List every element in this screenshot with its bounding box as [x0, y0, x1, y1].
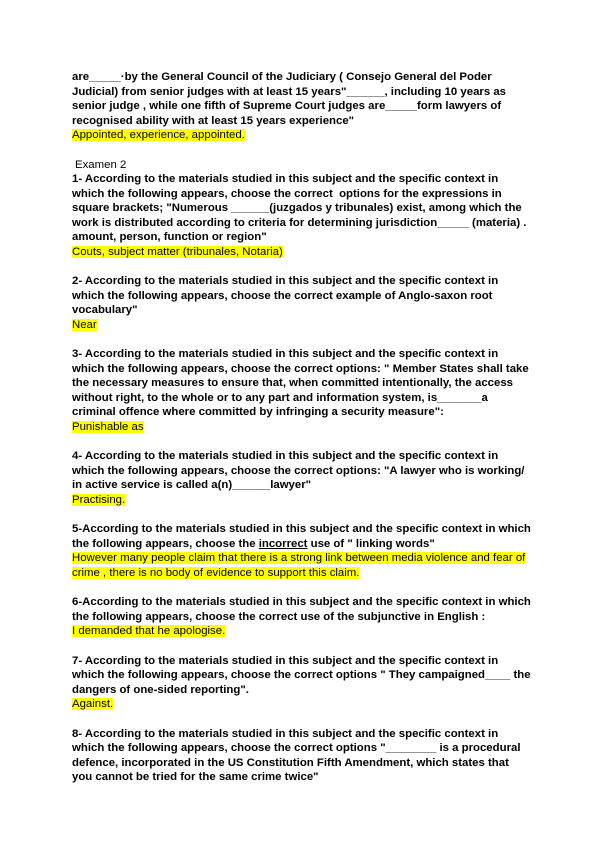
- answer-2: Near: [72, 318, 97, 331]
- question-6: 6-According to the materials studied in this subject and the specific context in which the following appears, choose the correct use of the subjunctive in English :: [72, 596, 535, 623]
- question-5: [72, 522, 535, 551]
- answer-6: I demanded that he apologise.: [72, 625, 226, 637]
- answer-1: Couts, subject matter (tribunales, Notaria): [72, 245, 283, 258]
- exam-heading: Examen 2: [75, 158, 127, 171]
- question-8: 8- According to the materials studied in this subject and the specific context in which the following appears, choose the correct options "________ is a procedural defence, incorporated in the US Constitution Fifth Amendment, which states that you cannot be tried for the same crime twice": [72, 727, 524, 783]
- question-5-text-after: use of " linking words": [307, 537, 435, 550]
- intro-answer: Appointed, experience, appointed.: [72, 129, 245, 141]
- question-5-underlined-word: incorrect: [258, 537, 308, 550]
- question-3: 3- According to the materials studied in this subject and the specific context in which the following appears, choose the correct options: " Member States shall take the necessary measures to ensure that, when committed intentionally, the access without right, to the whole or to any part and information system, is_______a criminal offence where committed by infringing a security measure":: [72, 348, 532, 418]
- answer-7: Against.: [72, 698, 114, 710]
- intro-question: are_____·by the General Council of the Judiciary ( Consejo General del Poder Judicial) from senior judges with at least 15 years"______, including 10 years as senior judge , while one fifth of Supreme Court judges are_____form lawyers of recognised ability with at least 15 years experience": [72, 71, 510, 127]
- question-2: 2- According to the materials studied in this subject and the specific context in which the following appears, choose the correct example of Anglo-saxon root vocabulary": [72, 275, 502, 316]
- question-7: 7- According to the materials studied in this subject and the specific context in which the following appears, choose the correct options " They campaigned____ the dangers of one-sided reporting".: [72, 654, 534, 696]
- question-4: 4- According to the materials studied in this subject and the specific context in which the following appears, choose the correct options: "A lawyer who is working/ in active service is called a(n)______lawyer": [72, 450, 528, 491]
- document-page: [72, 70, 535, 785]
- answer-4: Practising.: [72, 493, 126, 506]
- question-5-text-before: 5-According to the materials studied in this subject and the specific context in which the following appears, choose the: [72, 523, 535, 550]
- answer-5: However many people claim that there is a strong link between media violence and fear of crime , there is no body of evidence to support this claim.: [72, 552, 526, 579]
- answer-3: Punishable as: [72, 420, 144, 433]
- question-1: 1- According to the materials studied in this subject and the specific context in which the following appears, choose the correct options for the expressions in square brackets; "Numerous ______(juzgados y tribunales) exist, among which the work is distributed according to criteria for determining jurisdiction_____ (materia) . amount, person, function or region": [72, 173, 530, 243]
